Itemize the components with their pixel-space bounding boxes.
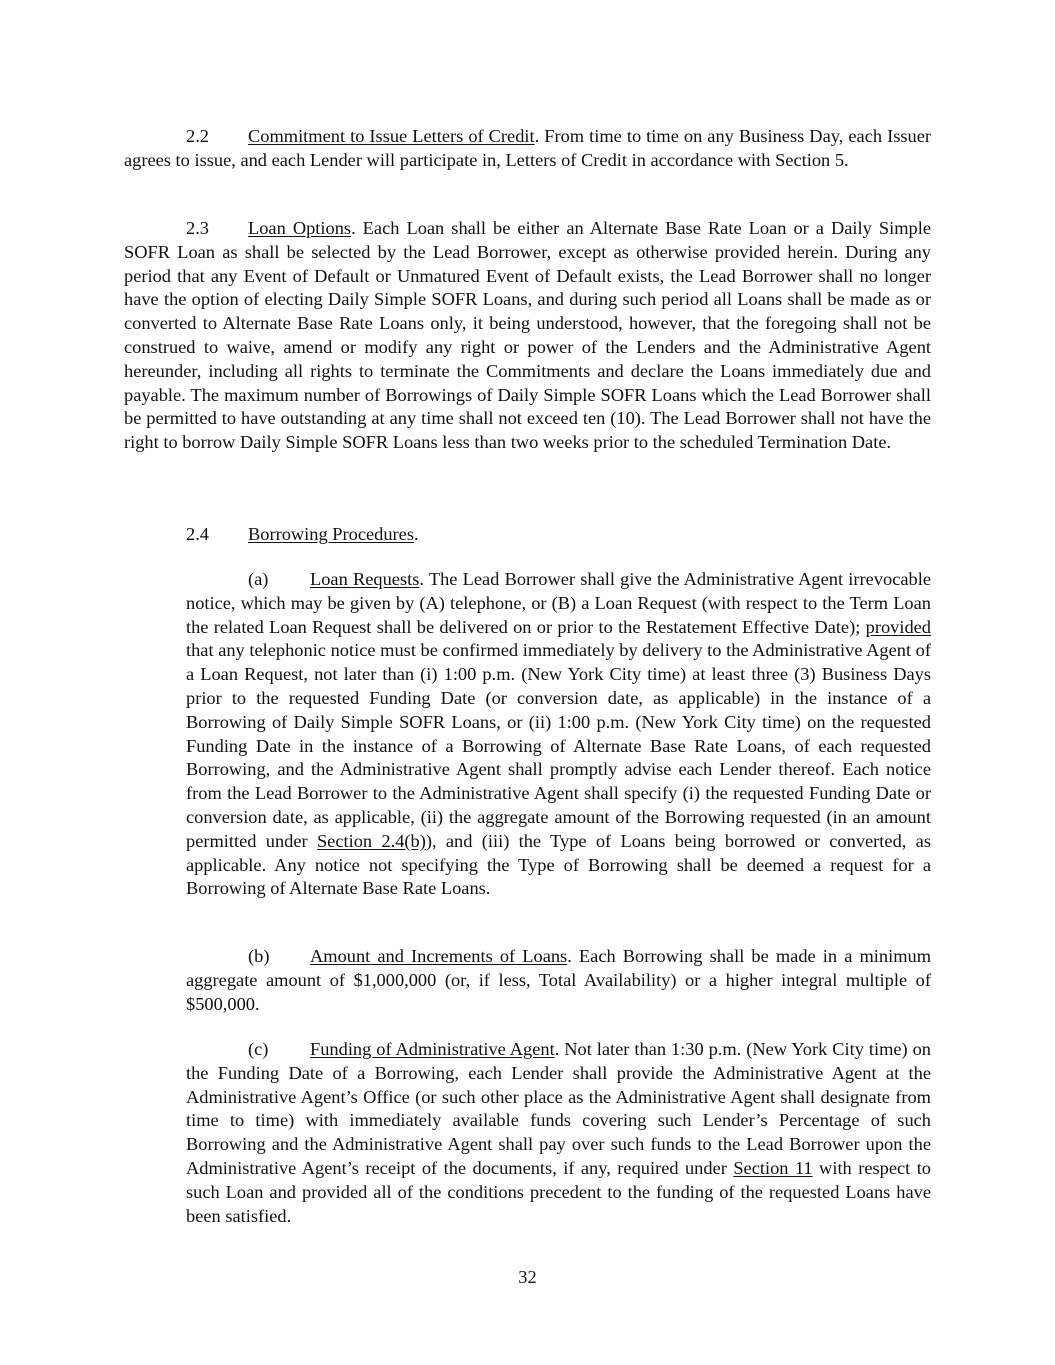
subsection-body-3: ), and (iii) the Type of Loans being borrowed or converted, as applicable. Any notice not specifying the Type of Borrowing shall be deemed a request for a Borrowing of Alternate Base Rate Loans. [186,830,931,899]
subsection-number: (b) [248,946,270,966]
subsection-body: . Each Borrowing shall be made in a minimum aggregate amount of $1,000,000 (or, if less, Total Availability) or a higher integral multiple of $500,000. [186,946,931,1014]
section-number: 2.3 [186,218,209,238]
section-reference: Section 2.4(b) [316,830,426,851]
subsection-number: (a) [248,569,269,589]
section-title: Loan Options [248,218,352,238]
section-number: 2.2 [186,126,209,146]
section-title: Commitment to Issue Letters of Credit [248,126,535,146]
page-number: 32 [518,1267,537,1287]
section-body: . From time to time on any Business Day, each Issuer agrees to issue, and each Lender will participate in, Letters of Credit in accordance with Section 5. [124,126,932,170]
subsection-title: Funding of Administrative Agent [310,1039,555,1059]
subsection-title: Loan Requests [310,569,420,589]
subsection-title: Amount and Increments of Loans [310,946,568,966]
section-2-2 [124,125,931,173]
section-2-4-a [186,568,931,901]
subsection-body-2: that any telephonic notice must be confirmed immediately by delivery to the Administrative Agent of a Loan Request, not later than (i) 1:00 p.m. (New York City time) at least three (3) Business Days prior to the requested Funding Date (or conversion date, as applicable) in the instance of a Borrowing of Daily Simple SOFR Loans, or (ii) 1:00 p.m. (New York City time) on the requested Funding Date in the instance of a Borrowing of Alternate Base Rate Loans, of each requested Borrowing, and the Administrative Agent shall promptly advise each Lender thereof. Each notice from the Lead Borrower to the Administrative Agent shall specify (i) the requested Funding Date or conversion date, as applicable, (ii) the aggregate amount of the Borrowing requested (in an amount permitted under [186,640,931,851]
section-2-4-b [186,945,931,1016]
section-body: . Each Loan shall be either an Alternate Base Rate Loan or a Daily Simple SOFR Loan as shall be selected by the Lead Borrower, except as otherwise provided herein. During any period that any Event of Default or Unmatured Event of Default exists, the Lead Borrower shall no longer have the option of electing Daily Simple SOFR Loans, and during such period all Loans shall be made as or converted to Alternate Base Rate Loans only, it being understood, however, that the foregoing shall not be construed to waive, amend or modify any right or power of the Lenders and the Administrative Agent hereunder, including all rights to terminate the Commitments and declare the Loans immediately due and payable. The maximum number of Borrowings of Daily Simple SOFR Loans which the Lead Borrower shall be permitted to have outstanding at any time shall not exceed ten (10). The Lead Borrower shall not have the right to borrow Daily Simple SOFR Loans less than two weeks prior to the scheduled Termination Date. [124,218,931,453]
section-reference: Section 11 [733,1157,813,1178]
subsection-body-2: with respect to such Loan and provided all of the conditions precedent to the funding of the requested Loans have been satisfied. [186,1157,932,1226]
section-number: 2.4 [186,524,209,544]
subsection-body-1: . Not later than 1:30 p.m. (New York City time) on the Funding Date of a Borrowing, each Lender shall provide the Administrative Agent at the Administrative Agent’s Office (or such other place as the Administrative Agent shall designate from time to time) with immediately available funds covering such Lender’s Percentage of such Borrowing and the Administrative Agent shall pay over such funds to the Lead Borrower upon the Administrative Agent’s receipt of the documents, if any, required under [186,1039,932,1178]
section-title: Borrowing Procedures [248,524,414,544]
section-2-4-c [186,1038,931,1228]
section-2-4 [124,523,931,547]
section-tail: . [414,524,419,544]
provided-term: provided [865,616,931,637]
subsection-body-1: . The Lead Borrower shall give the Administrative Agent irrevocable notice, which may be given by (A) telephone, or (B) a Loan Request (with respect to the Term Loan the related Loan Request shall be delivered on or prior to the Restatement Effective Date); [186,569,931,637]
subsection-number: (c) [248,1039,269,1059]
section-2-3 [124,217,931,455]
